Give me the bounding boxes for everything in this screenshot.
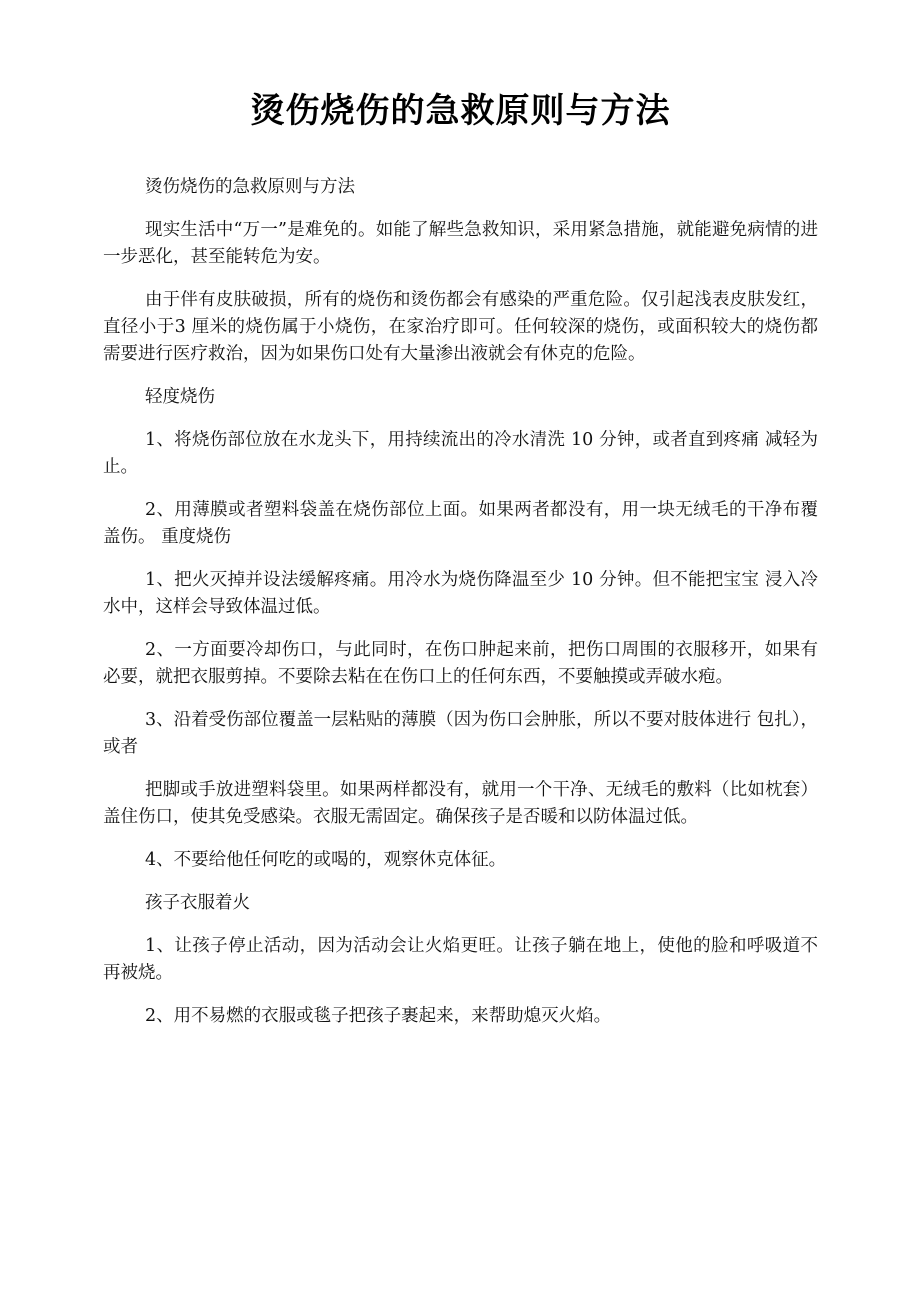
paragraph-severe-step-1: 1、把火灭掉并设法缓解疼痛。用冷水为烧伤降温至少 10 分钟。但不能把宝宝 浸入冷水中，这样会导致体温过低。 [103, 570, 818, 617]
paragraph-fire-step-1: 1、让孩子停止活动，因为活动会让火焰更旺。让孩子躺在地上，使他的脸和呼吸道不再被烧。 [103, 936, 818, 983]
paragraph-subtitle: 烫伤烧伤的急救原则与方法 [145, 177, 355, 197]
document-body [103, 174, 818, 1030]
section-heading-clothes-on-fire: 孩子衣服着火 [145, 893, 250, 913]
paragraph-intro: 现实生活中“万一”是难免的。如能了解些急救知识，采用紧急措施，就能避免病情的进一步恶化，甚至能转危为安。 [103, 220, 818, 267]
paragraph-minor-step-2: 2、用薄膜或者塑料袋盖在烧伤部位上面。如果两者都没有，用一块无绒毛的干净布覆盖伤。 重度烧伤 [103, 500, 818, 547]
paragraph-severe-step-2: 2、一方面要冷却伤口，与此同时，在伤口肿起来前，把伤口周围的衣服移开，如果有必要，就把衣服剪掉。不要除去粘在在伤口上的任何东西，不要触摸或弄破水疱。 [103, 640, 818, 687]
paragraph-severe-step-3-cont: 把脚或手放进塑料袋里。如果两样都没有，就用一个干净、无绒毛的敷料（比如枕套）盖住伤口，使其免受感染。衣服无需固定。确保孩子是否暖和以防体温过低。 [103, 780, 818, 827]
paragraph-minor-step-1: 1、将烧伤部位放在水龙头下，用持续流出的冷水清洗 10 分钟，或者直到疼痛 减轻为止。 [103, 430, 818, 477]
paragraph-infection-risk: 由于伴有皮肤破损，所有的烧伤和烫伤都会有感染的严重危险。仅引起浅表皮肤发红，直径小于3 厘米的烧伤属于小烧伤，在家治疗即可。任何较深的烧伤，或面积较大的烧伤都需要进行医疗救治，因为如果伤口处有大量渗出液就会有休克的危险。 [103, 290, 818, 364]
paragraph-severe-step-4: 4、不要给他任何吃的或喝的，观察休克体征。 [145, 850, 507, 870]
paragraph-severe-step-3: 3、沿着受伤部位覆盖一层粘贴的薄膜（因为伤口会肿胀，所以不要对肢体进行 包扎），或者 [103, 710, 818, 757]
paragraph-fire-step-2: 2、用不易燃的衣服或毯子把孩子裹起来，来帮助熄灭火焰。 [145, 1006, 612, 1026]
document-title: 烫伤烧伤的急救原则与方法 [250, 91, 671, 131]
section-heading-minor-burns: 轻度烧伤 [145, 387, 215, 407]
